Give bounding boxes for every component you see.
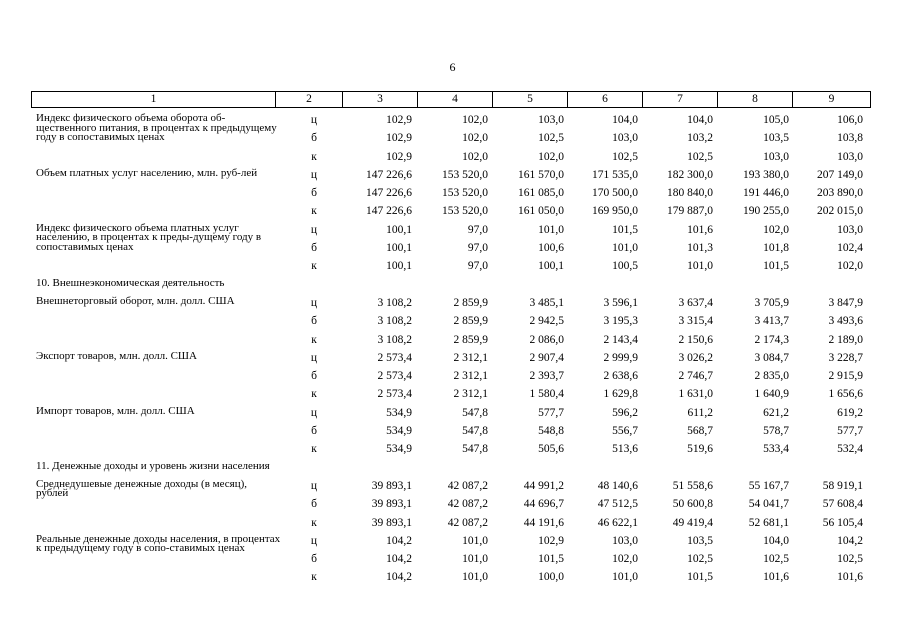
value-cell: 101,5 — [538, 553, 564, 566]
value-cell: 621,2 — [763, 406, 789, 419]
value-cell: 147 226,6 — [366, 187, 412, 200]
value-cell: 3 637,4 — [678, 296, 713, 309]
value-cell: 104,2 — [386, 553, 412, 566]
value-cell: 100,1 — [386, 260, 412, 273]
table-row — [31, 405, 871, 423]
row-label: Индекс физического объема оборота об-щественного питания, в процентах к предыдущему году в сопоставимых ценах — [36, 112, 277, 143]
section-row — [31, 460, 871, 478]
value-cell: 2 999,9 — [603, 351, 638, 364]
value-cell: 101,5 — [687, 571, 713, 584]
value-cell: 50 600,8 — [672, 498, 713, 511]
value-cell: 1 629,8 — [603, 388, 638, 401]
row-label: Среднедушевые денежные доходы (в месяц), рублей — [36, 477, 248, 500]
scenario-code: б — [311, 425, 317, 438]
value-cell: 3 596,1 — [603, 296, 638, 309]
header-cell: 6 — [567, 92, 642, 107]
value-cell: 105,0 — [763, 114, 789, 126]
value-cell: 3 084,7 — [754, 351, 789, 364]
value-cell: 44 991,2 — [523, 479, 564, 492]
scenario-code: к — [311, 443, 317, 456]
value-cell: 147 226,6 — [366, 205, 412, 218]
value-cell: 101,0 — [462, 571, 488, 584]
value-cell: 101,8 — [763, 242, 789, 255]
value-cell: 513,6 — [612, 443, 638, 456]
table-row — [31, 386, 871, 404]
value-cell: 578,7 — [763, 425, 789, 438]
scenario-code: к — [311, 516, 317, 529]
value-cell: 2 942,5 — [529, 315, 564, 328]
header-cell: 3 — [342, 92, 417, 107]
value-cell: 3 493,6 — [828, 315, 863, 328]
value-cell: 101,6 — [687, 223, 713, 236]
value-cell: 101,0 — [538, 223, 564, 236]
table-row — [31, 185, 871, 203]
table-header — [31, 91, 871, 108]
value-cell: 102,0 — [837, 260, 863, 273]
row-label: Индекс физического объема платных услуг населению, в процентах к преды-дущему году в сопоставимых ценах — [36, 221, 262, 253]
value-cell: 533,4 — [763, 443, 789, 456]
value-cell: 102,5 — [687, 553, 713, 566]
value-cell: 147 226,6 — [366, 168, 412, 181]
value-cell: 532,4 — [837, 443, 863, 456]
page-number: 6 — [449, 60, 456, 74]
value-cell: 2 573,4 — [377, 388, 412, 401]
table-row — [31, 368, 871, 386]
value-cell: 182 300,0 — [667, 168, 713, 181]
value-cell: 102,4 — [837, 242, 863, 255]
value-cell: 2 312,1 — [453, 351, 488, 364]
value-cell: 2 746,7 — [678, 370, 713, 383]
value-cell: 101,3 — [687, 242, 713, 255]
header-cell: 4 — [417, 92, 492, 107]
value-cell: 611,2 — [687, 406, 713, 419]
value-cell: 171 535,0 — [592, 168, 638, 181]
row-label: 10. Внешнеэкономическая деятельность — [36, 276, 225, 289]
value-cell: 505,6 — [538, 443, 564, 456]
value-cell: 3 705,9 — [754, 296, 789, 309]
value-cell: 3 413,7 — [754, 315, 789, 328]
value-cell: 534,9 — [386, 443, 412, 456]
value-cell: 101,0 — [612, 571, 638, 584]
value-cell: 101,0 — [462, 553, 488, 566]
value-cell: 103,0 — [538, 114, 564, 126]
scenario-code: к — [311, 205, 317, 218]
value-cell: 556,7 — [612, 425, 638, 438]
value-cell: 3 026,2 — [678, 351, 713, 364]
value-cell: 47 512,5 — [597, 498, 638, 511]
value-cell: 153 520,0 — [442, 168, 488, 181]
scenario-code: к — [311, 150, 317, 163]
value-cell: 97,0 — [467, 242, 488, 255]
value-cell: 106,0 — [837, 114, 863, 126]
value-cell: 2 915,9 — [828, 370, 863, 383]
value-cell: 100,1 — [386, 223, 412, 236]
value-cell: 170 500,0 — [592, 187, 638, 200]
value-cell: 1 580,4 — [529, 388, 564, 401]
value-cell: 102,0 — [538, 150, 564, 163]
value-cell: 161 085,0 — [518, 187, 564, 200]
table-row — [31, 477, 871, 500]
value-cell: 202 015,0 — [817, 205, 863, 218]
value-cell: 169 950,0 — [592, 205, 638, 218]
table-row — [31, 167, 871, 185]
value-cell: 52 681,1 — [748, 516, 789, 529]
value-cell: 103,0 — [837, 150, 863, 163]
value-cell: 2 835,0 — [754, 370, 789, 383]
value-cell: 596,2 — [612, 406, 638, 419]
scenario-code: б — [311, 187, 317, 200]
scenario-code: к — [311, 260, 317, 273]
value-cell: 153 520,0 — [442, 187, 488, 200]
value-cell: 191 446,0 — [743, 187, 789, 200]
row-label: Внешнеторговый оборот, млн. долл. США — [36, 294, 235, 307]
table-row — [31, 515, 871, 533]
value-cell: 100,1 — [386, 242, 412, 255]
value-cell: 103,0 — [837, 223, 863, 236]
value-cell: 548,8 — [538, 425, 564, 438]
scenario-code: б — [311, 132, 317, 145]
scenario-code: б — [311, 498, 317, 511]
table-row — [31, 496, 871, 514]
value-cell: 102,5 — [612, 150, 638, 163]
table-row — [31, 149, 871, 167]
value-cell: 54 041,7 — [748, 498, 789, 511]
value-cell: 102,0 — [462, 114, 488, 126]
value-cell: 103,8 — [837, 132, 863, 145]
table-row — [31, 258, 871, 276]
header-cell: 1 — [150, 93, 157, 105]
value-cell: 534,9 — [386, 425, 412, 438]
header-cell: 5 — [492, 92, 567, 107]
value-cell: 97,0 — [467, 260, 488, 273]
value-cell: 57 608,4 — [822, 498, 863, 511]
value-cell: 42 087,2 — [447, 479, 488, 492]
value-cell: 102,5 — [687, 150, 713, 163]
value-cell: 2 859,9 — [453, 333, 488, 346]
value-cell: 56 105,4 — [822, 516, 863, 529]
scenario-code: б — [311, 315, 317, 328]
value-cell: 100,6 — [538, 242, 564, 255]
scenario-code: б — [311, 242, 317, 255]
scenario-code: ц — [310, 534, 318, 547]
value-cell: 102,0 — [612, 553, 638, 566]
value-cell: 547,8 — [462, 406, 488, 419]
value-cell: 101,6 — [763, 571, 789, 584]
value-cell: 104,0 — [612, 114, 638, 126]
value-cell: 203 890,0 — [817, 187, 863, 200]
value-cell: 44 191,6 — [523, 516, 564, 529]
value-cell: 619,2 — [837, 406, 863, 419]
header-cell: 2 — [275, 92, 342, 107]
section-row — [31, 277, 871, 295]
table-body — [31, 112, 871, 588]
value-cell: 55 167,7 — [748, 479, 789, 492]
value-cell: 42 087,2 — [447, 498, 488, 511]
value-cell: 534,9 — [386, 406, 412, 419]
value-cell: 2 573,4 — [377, 351, 412, 364]
value-cell: 100,5 — [612, 260, 638, 273]
scenario-code: ц — [310, 223, 318, 236]
value-cell: 2 638,6 — [603, 370, 638, 383]
header-cell: 9 — [792, 92, 870, 107]
value-cell: 207 149,0 — [817, 168, 863, 181]
value-cell: 519,6 — [687, 443, 713, 456]
value-cell: 2 150,6 — [678, 333, 713, 346]
value-cell: 2 859,9 — [453, 315, 488, 328]
value-cell: 51 558,6 — [672, 479, 713, 492]
value-cell: 102,9 — [386, 114, 412, 126]
value-cell: 161 050,0 — [518, 205, 564, 218]
value-cell: 2 573,4 — [377, 370, 412, 383]
scenario-code: ц — [310, 168, 318, 181]
value-cell: 3 108,2 — [377, 315, 412, 328]
row-label: Реальные денежные доходы населения, в процентах к предыдущему году в сопо-ставимых ценах — [36, 532, 281, 555]
value-cell: 2 174,3 — [754, 333, 789, 346]
value-cell: 104,0 — [763, 534, 789, 547]
header-cell: 7 — [642, 92, 717, 107]
value-cell: 179 887,0 — [667, 205, 713, 218]
value-cell: 102,9 — [386, 150, 412, 163]
value-cell: 100,1 — [538, 260, 564, 273]
value-cell: 577,7 — [837, 425, 863, 438]
value-cell: 153 520,0 — [442, 205, 488, 218]
value-cell: 3 195,3 — [603, 315, 638, 328]
scenario-code: ц — [310, 296, 318, 309]
value-cell: 3 485,1 — [529, 296, 564, 309]
value-cell: 161 570,0 — [518, 168, 564, 181]
value-cell: 104,2 — [386, 534, 412, 547]
table-row — [31, 350, 871, 368]
value-cell: 97,0 — [467, 223, 488, 236]
scenario-code: ц — [310, 351, 318, 364]
value-cell: 190 255,0 — [743, 205, 789, 218]
row-label: Объем платных услуг населению, млн. руб-лей — [36, 166, 258, 179]
value-cell: 104,2 — [837, 534, 863, 547]
value-cell: 2 859,9 — [453, 296, 488, 309]
value-cell: 102,0 — [763, 223, 789, 236]
value-cell: 2 189,0 — [828, 333, 863, 346]
value-cell: 48 140,6 — [597, 479, 638, 492]
value-cell: 104,0 — [687, 114, 713, 126]
header-cell: 8 — [717, 92, 792, 107]
value-cell: 101,6 — [837, 571, 863, 584]
value-cell: 577,7 — [538, 406, 564, 419]
value-cell: 568,7 — [687, 425, 713, 438]
value-cell: 547,8 — [462, 443, 488, 456]
table-row — [31, 532, 871, 555]
value-cell: 3 847,9 — [828, 296, 863, 309]
value-cell: 1 640,9 — [754, 388, 789, 401]
table-row — [31, 441, 871, 459]
scenario-code: к — [311, 333, 317, 346]
value-cell: 101,0 — [612, 242, 638, 255]
value-cell: 2 393,7 — [529, 370, 564, 383]
value-cell: 1 656,6 — [828, 388, 863, 401]
value-cell: 2 143,4 — [603, 333, 638, 346]
value-cell: 103,0 — [612, 534, 638, 547]
value-cell: 2 907,4 — [529, 351, 564, 364]
value-cell: 39 893,1 — [371, 516, 412, 529]
value-cell: 101,0 — [687, 260, 713, 273]
value-cell: 104,2 — [386, 571, 412, 584]
value-cell: 100,0 — [538, 571, 564, 584]
row-label: Экспорт товаров, млн. долл. США — [36, 349, 197, 362]
value-cell: 3 228,7 — [828, 351, 863, 364]
scenario-code: к — [311, 571, 317, 584]
table-row — [31, 295, 871, 313]
value-cell: 101,5 — [763, 260, 789, 273]
value-cell: 1 631,0 — [678, 388, 713, 401]
value-cell: 180 840,0 — [667, 187, 713, 200]
value-cell: 103,5 — [687, 534, 713, 547]
value-cell: 2 086,0 — [529, 333, 564, 346]
value-cell: 193 380,0 — [743, 168, 789, 181]
value-cell: 42 087,2 — [447, 516, 488, 529]
table-row — [31, 423, 871, 441]
scenario-code: ц — [310, 479, 318, 492]
value-cell: 102,5 — [763, 553, 789, 566]
value-cell: 102,9 — [386, 132, 412, 145]
scenario-code: к — [311, 388, 317, 401]
row-label: 11. Денежные доходы и уровень жизни населения — [36, 459, 270, 472]
value-cell: 103,2 — [687, 132, 713, 145]
value-cell: 2 312,1 — [453, 388, 488, 401]
value-cell: 103,0 — [612, 132, 638, 145]
value-cell: 102,0 — [462, 132, 488, 145]
value-cell: 102,5 — [538, 132, 564, 145]
scenario-code: б — [311, 370, 317, 383]
value-cell: 39 893,1 — [371, 498, 412, 511]
scenario-code: ц — [310, 114, 318, 126]
value-cell: 46 622,1 — [597, 516, 638, 529]
value-cell: 3 108,2 — [377, 333, 412, 346]
value-cell: 103,0 — [763, 150, 789, 163]
table-row — [31, 203, 871, 221]
value-cell: 547,8 — [462, 425, 488, 438]
value-cell: 102,9 — [538, 534, 564, 547]
value-cell: 44 696,7 — [523, 498, 564, 511]
table-row — [31, 569, 871, 587]
value-cell: 49 419,4 — [672, 516, 713, 529]
value-cell: 39 893,1 — [371, 479, 412, 492]
table-row — [31, 332, 871, 350]
value-cell: 58 919,1 — [822, 479, 863, 492]
value-cell: 2 312,1 — [453, 370, 488, 383]
value-cell: 3 315,4 — [678, 315, 713, 328]
value-cell: 102,5 — [837, 553, 863, 566]
scenario-code: б — [311, 553, 317, 566]
scenario-code: ц — [310, 406, 318, 419]
value-cell: 103,5 — [763, 132, 789, 145]
row-label: Импорт товаров, млн. долл. США — [36, 404, 195, 417]
value-cell: 101,5 — [612, 223, 638, 236]
table-row — [31, 313, 871, 331]
value-cell: 101,0 — [462, 534, 488, 547]
value-cell: 102,0 — [462, 150, 488, 163]
value-cell: 3 108,2 — [377, 296, 412, 309]
